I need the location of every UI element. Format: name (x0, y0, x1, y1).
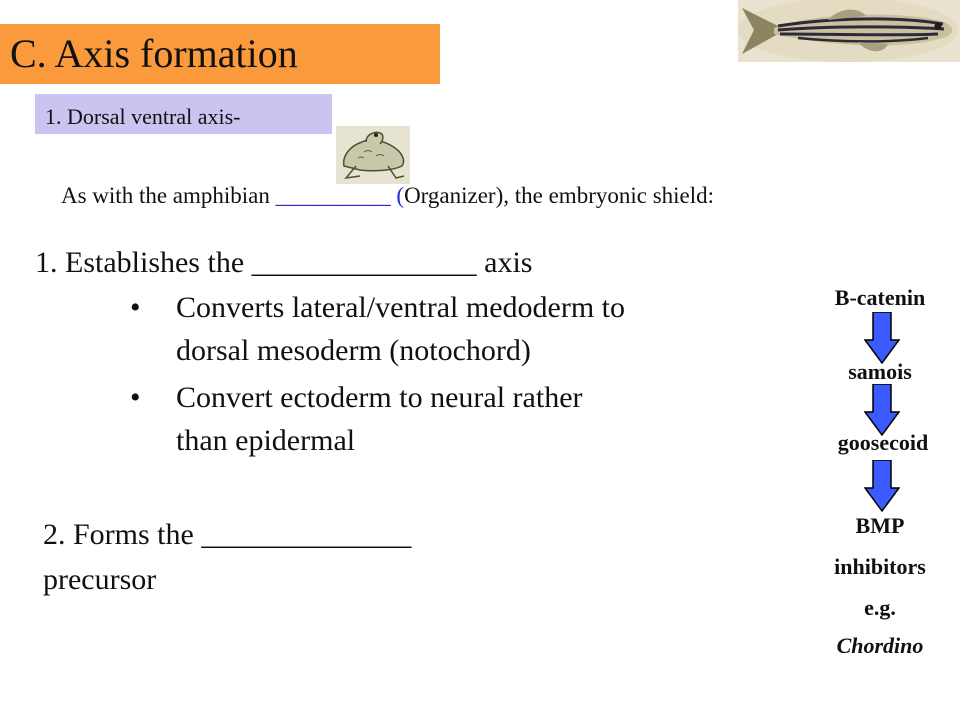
pathway-inhibitors: inhibitors (834, 554, 926, 579)
point-1: 1. Establishes the _______________ axis (35, 246, 533, 279)
point-2-line-1: 2. Forms the ______________ (43, 518, 412, 551)
slide-subtitle: 1. Dorsal ventral axis- (45, 104, 241, 129)
pathway-b-catenin: B-catenin (834, 285, 926, 310)
down-arrow-icon (864, 384, 900, 436)
bullet-2-line-2: than epidermal (176, 424, 356, 457)
pathway-bmp: BMP (855, 513, 905, 538)
intro-blank: __________ (275, 183, 391, 208)
bullet-2-line-1: Convert ectoderm to neural rather (176, 381, 583, 414)
bullet-dot: • (130, 291, 141, 324)
zebrafish-photo (738, 0, 960, 62)
bullet-1-line-2: dorsal mesoderm (notochord) (176, 334, 531, 367)
pathway-goosecoid: goosecoid (837, 430, 929, 455)
bullet-dot: • (130, 381, 141, 414)
frog-drawing (336, 126, 410, 184)
pathway-samois: samois (848, 359, 912, 384)
intro-sentence (61, 182, 714, 210)
slide-title: C. Axis formation (10, 31, 298, 76)
down-arrow-icon (864, 460, 900, 512)
point-2-line-2: precursor (43, 563, 157, 596)
bullet-1-line-1: Converts lateral/ventral medoderm to (176, 291, 626, 324)
down-arrow-icon (864, 312, 900, 364)
pathway-chordino: Chordino (836, 633, 924, 658)
intro-organizer: Organizer), the embryonic shield: (404, 183, 715, 208)
intro-before: As with the amphibian (61, 183, 270, 208)
intro-paren: ( (396, 183, 405, 208)
pathway-eg: e.g. (864, 595, 896, 620)
